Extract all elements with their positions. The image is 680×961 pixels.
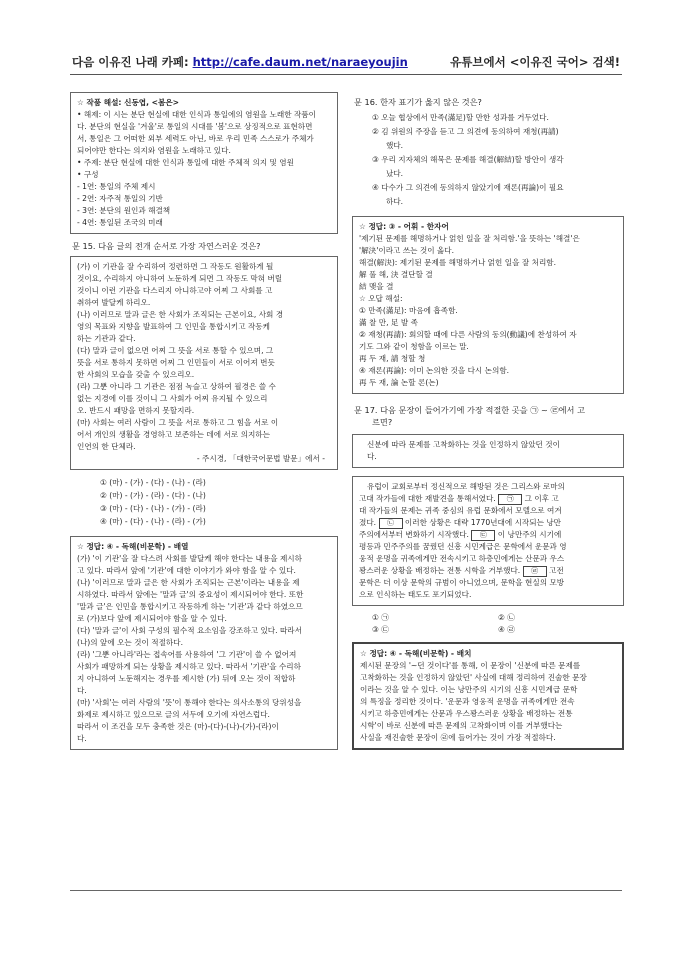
passage-line [359,565,617,577]
explanation-line: (라) '그뿐 아니라'라는 접속어를 사용하여 '그 기관'이 쓸 수 없어져 [77,650,297,659]
passage-line: 한 사회의 모습을 갖출 수 있으리오. [77,370,195,379]
question-15-passage [70,256,338,470]
cafe-link[interactable]: http://cafe.daum.net/naraeyoujin [192,55,408,69]
explanation-line: 다. [77,734,87,743]
answer-17-body [360,660,616,744]
answer-option [372,126,624,152]
answer-16-body [359,233,617,389]
question-17-stem [354,404,624,428]
commentary-line: - 2연: 자주적 통일의 기반 [77,194,163,203]
passage-line: (나) 이러므로 말과 글은 한 사회가 조직되는 근본이요, 사회 경 [77,310,284,319]
cafe-info [72,54,408,70]
commentary-line: - 4연: 통일된 조국의 미래 [77,218,163,227]
passage-source: - 주시경, 「대한국어문법 발문」에서 - [196,454,325,463]
option-line: 하다. [386,197,404,206]
passage-line: (마) 사회는 여러 사람이 그 뜻을 서로 통하고 그 힘을 서로 이 [77,418,279,427]
question-16-options [352,112,624,208]
question-17-stem-line-2: 르면? [372,417,393,427]
page-header [72,54,620,70]
passage-line: 취하여 발달케 하리오. [77,298,151,307]
passage-line [359,493,617,505]
explanation-line: 화제로 제시하고 있으므로 글의 서두에 오기에 자연스럽다. [77,710,270,719]
explanation-line: (나) '이러므로 말과 글은 한 사회가 조직되는 근본'이라는 내용을 제 [77,578,300,587]
answer-17-title: ☆ 정답: ④ - 독해(비문학) - 배치 [360,649,472,658]
sentence-line-2: 다. [367,452,377,461]
option-line: ① 오늘 협상에서 만족(滿足)할 만한 성과를 거두었다. [372,113,549,122]
passage-line: 것이니 이런 기관을 다스리지 아니하고야 어찌 그 사회를 고 [77,286,273,295]
passage-text: 평등과 민주주의를 꿈꿨던 신흥 시민계급은 문학에서 운문과 영 [359,542,567,551]
passage-line [359,481,617,493]
explanation-line: 再 두 재, 論 논할 론(논) [359,378,439,387]
answer-15-box [70,536,338,750]
option-line: ③ 우리 지자체의 해묵은 문제를 해결(解結)할 방안이 생각 [372,155,564,164]
passage-text: 이 낭만주의 시기에 [495,530,562,539]
commentary-line: 되어야만 한다는 의지와 염원을 노래하고 있다. [77,146,231,155]
passage-line: 영의 목표와 지향을 발표하여 그 인민을 통합시키고 작동케 [77,322,270,331]
passage-text: 대 작가들의 문제는 귀족 중심의 유럽 문화에서 모델으로 여겨 [359,506,562,515]
work-commentary-box [70,92,338,234]
explanation-line: 고착화하는 것을 인정하지 않았던' 사실에 대해 정리하여 진술한 문장 [360,673,587,682]
cafe-label: 다음 이유진 나래 카페: [72,55,193,69]
passage-text: 문학은 더 이상 문학의 규범이 아니었으며, 문학을 현실의 모방 [359,578,565,587]
explanation-line: ☆ 오답 해설: [359,294,403,303]
explanation-line: 再 두 재, 請 청할 청 [359,354,426,363]
passage-text: 으로 인식하는 태도도 포기되었다. [359,590,472,599]
answer-15-body [77,553,331,745]
explanation-line: 사회가 패망하게 되는 상황을 제시하고 있다. 따라서 '기관'을 수리하 [77,662,301,671]
explanation-line: 따라서 이 조건을 모두 충족한 것은 (마)-(다)-(나)-(가)-(라)이 [77,722,279,731]
explanation-line: (다) '말과 글'이 사회 구성의 필수적 요소임을 강조하고 있다. 따라서 [77,626,302,635]
option-line: 했다. [386,141,404,150]
passage-line: (라) 그뿐 아니라 그 기관은 점점 녹슬고 상하여 필경은 쓸 수 [77,382,276,391]
passage-text: 이러한 상황은 대략 1770년대에 시작되는 낭만 [402,518,562,527]
header-rule [70,74,622,75]
answer-option: ② (마) - (가) - (라) - (다) - (나) [100,491,206,500]
passage-line: (다) 말과 글이 없으면 어찌 그 뜻을 서로 통할 수 있으며, 그 [77,346,274,355]
work-commentary-body [77,109,331,229]
youtube-info: 유튜브에서 <이유진 국어> 검색! [450,55,620,69]
question-16-stem: 문 16. 한자 표기가 옳지 않은 것은? [354,97,482,107]
passage-text: 유럽이 교회로부터 정신적으로 해방된 것은 그리스와 로마의 [367,482,565,491]
passage-line: 없는 지경에 이를 것이니 그 사회가 어찌 유지될 수 있으리 [77,394,268,403]
blank-marker: ㉠ [498,494,522,505]
passage-line: 인연의 한 단체라. [77,442,136,451]
passage-text: 웅적 운명을 귀족에게만 전속시키고 하층민에게는 산문과 우스 [359,554,565,563]
passage-line: 것이요, 수리하지 아니하여 노둔하게 되면 그 작동도 막혀 버릴 [77,274,283,283]
passage-line: 뜻을 서로 통하지 못하면 어찌 그 인민들이 서로 이어져 번듯 [77,358,275,367]
footer-rule [70,890,622,891]
explanation-line: 제시된 문장의 '~던 것이다'를 통해, 이 문장이 '신분에 따른 문제를 [360,661,581,670]
answer-option: ① ㉠ [372,613,389,622]
answer-option: ④ ㉣ [498,625,515,634]
question-17-passage [352,476,624,606]
explanation-line: 다. [77,686,87,695]
explanation-line: 기도 그와 같이 청함을 이르는 말. [359,342,469,351]
explanation-line: 시키고 하층민에게는 산문과 우스꽝스러운 상황을 배정하는 전통 [360,709,573,718]
passage-line: 어서 개인의 생활을 경영하고 보존하는 데에 서로 의지하는 [77,430,270,439]
commentary-line: - 3연: 분단의 원인과 해결책 [77,206,171,215]
explanation-line: 이라는 것을 알 수 있다. 이는 낭만주의 시기의 신흥 시민계급 문학 [360,685,578,694]
passage-text: 고전 [546,566,564,575]
passage-line [359,589,617,601]
explanation-line: ② 재청(再請): 회의할 때에 다른 사람의 동의(動議)에 찬성하여 자 [359,330,577,339]
blank-marker: ㉡ [379,518,403,529]
explanation-line: (가) '이 기관'을 잘 다스려 사회를 발달케 해야 한다는 내용을 제시하 [77,554,302,563]
passage-line [359,505,617,517]
option-line: ④ 다수가 그 의견에 동의하지 않았기에 재론(再論)이 필요 [372,183,564,192]
commentary-line: • 해제: 이 시는 분단 현실에 대한 인식과 통일에의 염원을 노래한 작품이 [77,110,316,119]
answer-option: ① (마) - (가) - (다) - (나) - (라) [100,478,206,487]
sentence-line-1: 신분에 따라 문제를 고착화하는 것을 인정하지 않았던 것이 [367,440,560,449]
explanation-line: 시하였다. 따라서 앞에는 '말과 글'의 중요성이 제시되어야 한다. 또한 [77,590,304,599]
explanation-line: 解 풀 해, 決 결단할 결 [359,270,433,279]
explanation-line: 의 특징을 정리한 것이다. '운문과 영웅적 운명을 귀족에게만 전속 [360,697,575,706]
explanation-line: '제기된 문제를 해명하거나 얽힌 일을 잘 처리함.'을 뜻하는 '해결'은 [359,234,580,243]
answer-option [372,182,624,208]
commentary-line: • 주제: 분단 현실에 대한 인식과 통일에 대한 주체적 의지 및 염원 [77,158,294,167]
explanation-line: 滿 찰 만, 足 발 족 [359,318,419,327]
explanation-line: (마) '사회'는 여러 사람의 '뜻'이 통해야 한다는 의사소통의 당위성을 [77,698,302,707]
explanation-line: 로 (가)보다 앞에 제시되어야 함을 알 수 있다. [77,614,227,623]
passage-text: 그 이후 고 [522,494,559,503]
commentary-line: - 1연: 통일의 주체 제시 [77,182,156,191]
answer-option: ④ (마) - (다) - (나) - (라) - (가) [100,517,206,526]
passage-text: 고대 작가들에 대한 재발견을 통해서였다. [359,494,499,503]
commentary-line: 서, 통일은 그 어떠한 외부 세력도 아닌, 바로 우리 민족 스스로가 주체가 [77,134,314,143]
answer-16-title: ☆ 정답: ③ - 어휘 - 한자어 [359,222,449,231]
question-17-stem-line-1: 문 17. 다음 문장이 들어가기에 가장 적절한 곳을 ㉠ ~ ㉣에서 고 [354,405,585,415]
passage-line: 오. 반드시 패망을 면하지 못할지라. [77,406,195,415]
blank-marker: ㉣ [523,566,547,577]
passage-lines [77,261,331,453]
explanation-line: (나)의 앞에 오는 것이 적절하다. [77,638,184,647]
answer-15-title: ☆ 정답: ④ - 독해(비문학) - 배열 [77,542,189,551]
question-17-sentence-box [352,434,624,468]
explanation-line: ① 만족(滿足): 마음에 흡족함. [359,306,458,315]
explanation-line: '解決'이라고 쓰는 것이 옳다. [359,246,455,255]
answer-option: ③ (마) - (다) - (나) - (가) - (라) [100,504,206,513]
answer-16-box [352,216,624,394]
passage-text: 주의에서부터 변화하기 시작했다. [359,530,472,539]
passage-line: 하는 기관과 같다. [77,334,136,343]
explanation-line: 사실을 재진술한 문장이 ㉣에 들어가는 것이 가장 적절하다. [360,733,556,742]
answer-option [372,154,624,180]
passage-line [359,577,617,589]
commentary-line: • 구성 [77,170,99,179]
left-column [70,92,338,756]
explanation-line: 지 아니하여 노둔해지는 경우를 제시한 (가) 뒤에 오는 것이 적합하 [77,674,296,683]
passage-text: 꽝스러운 상황을 배정하는 전통 시학을 거부했다. [359,566,523,575]
option-line: ② 김 위원의 주장을 듣고 그 의견에 동의하여 재청(再請) [372,127,559,136]
right-column [352,92,624,756]
passage-line [359,529,617,541]
answer-17-box [352,642,624,750]
answer-option: ② ㉡ [498,613,515,622]
passage-text: 졌다. [359,518,379,527]
passage-line [359,541,617,553]
explanation-line: ④ 재론(再論): 이미 논의한 것을 다시 논의함. [359,366,510,375]
question-17-options [352,612,624,636]
explanation-line: 해결(解決): 제기된 문제를 해명하거나 얽힌 일을 잘 처리함. [359,258,557,267]
commentary-line: 다. 분단의 현실을 '겨울'로 통일의 시대를 '봄'으로 상징적으로 표현하면 [77,122,313,131]
passage-line [359,517,617,529]
explanation-line: '말과 글'은 인민을 통합시키고 작동하게 하는 '기관'과 같다 하였으므 [77,602,303,611]
question-15-stem: 문 15. 다음 글의 전개 순서로 가장 자연스러운 것은? [72,241,261,251]
passage-line [359,553,617,565]
passage-line: (가) 이 기관을 잘 수리하여 정련하면 그 작동도 원활하게 될 [77,262,274,271]
explanation-line: 시학'이 바로 신분에 따른 문제의 고착화이며 이를 거부했다는 [360,721,563,730]
answer-option [372,112,624,124]
question-15-options [70,476,338,528]
answer-option: ③ ㉢ [372,625,389,634]
option-line: 났다. [386,169,404,178]
blank-marker: ㉢ [471,530,495,541]
work-commentary-title: ☆ 작품 해설: 신동엽, <봄은> [77,98,180,107]
explanation-line: 고 있다. 따라서 앞에 '기관'에 대한 이야기가 와야 함을 알 수 있다. [77,566,296,575]
explanation-line: 結 맺을 결 [359,282,394,291]
